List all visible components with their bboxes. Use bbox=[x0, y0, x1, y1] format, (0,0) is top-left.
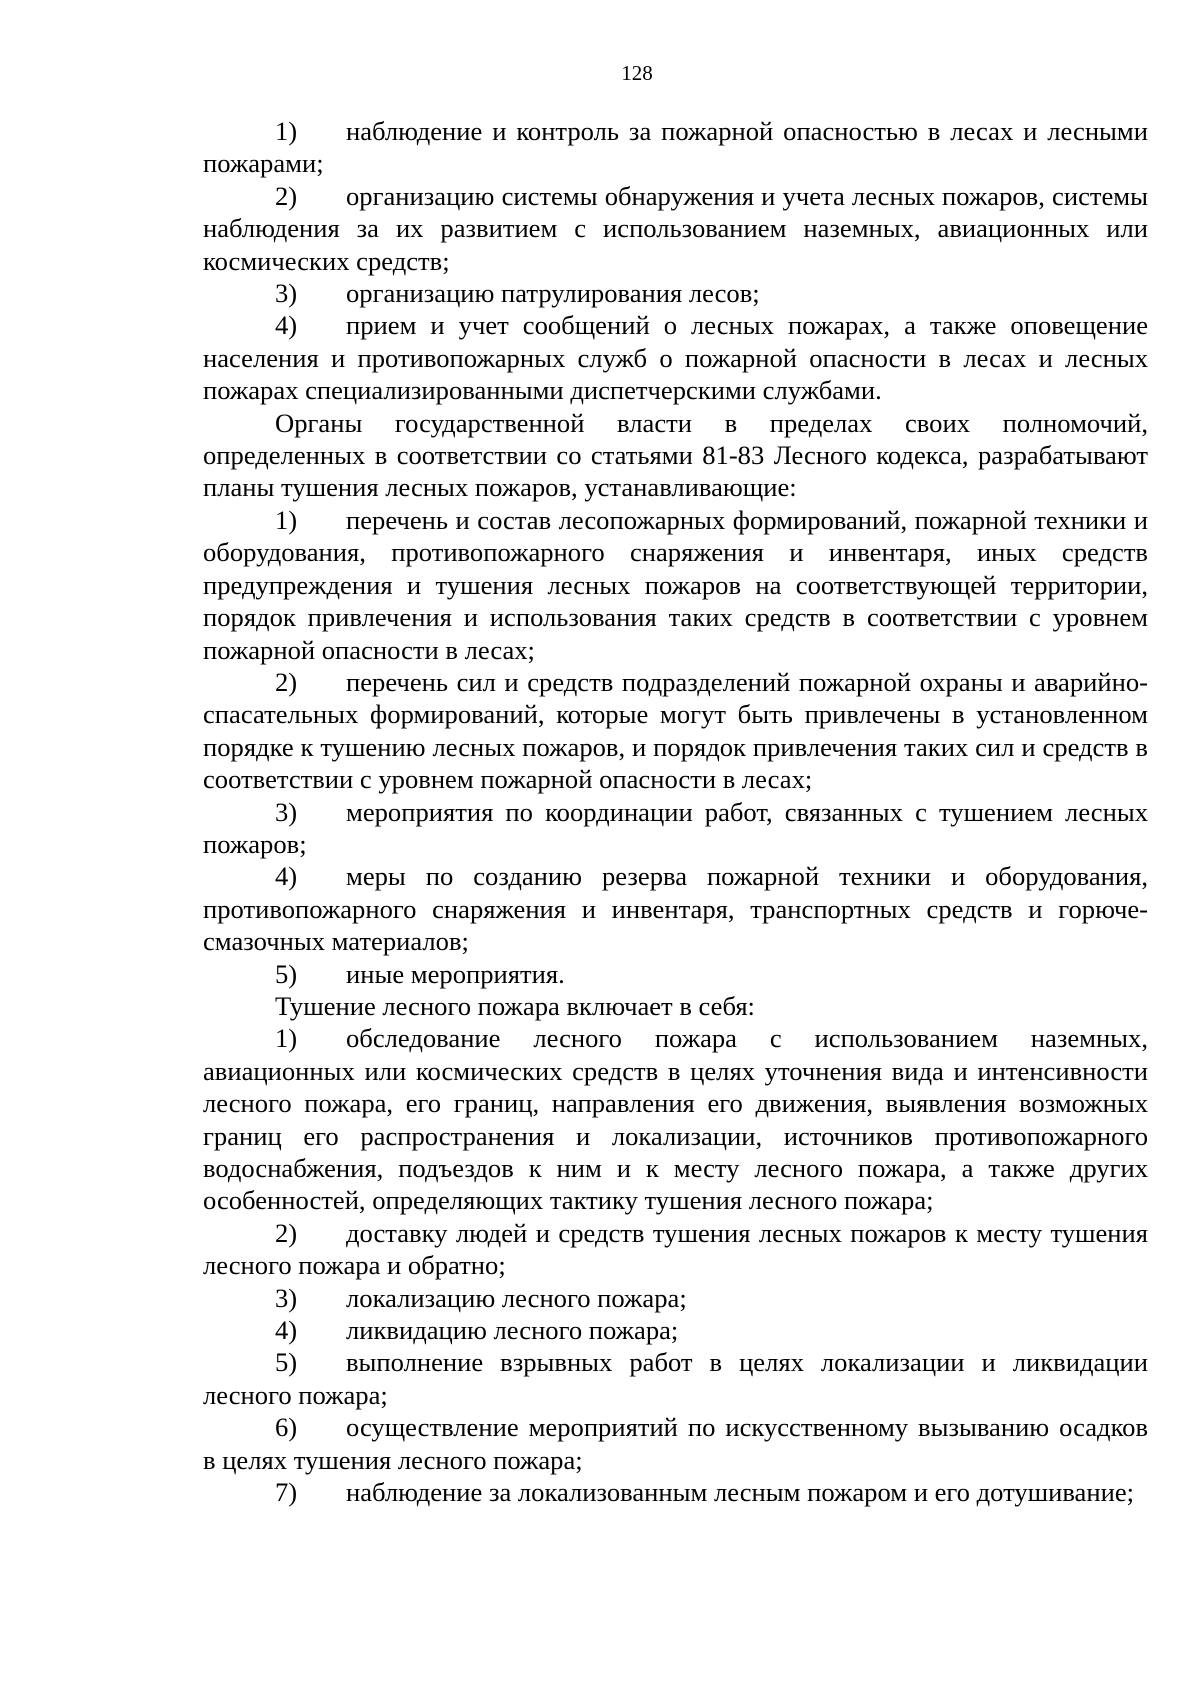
paragraph-text: иные мероприятия. bbox=[346, 958, 565, 989]
paragraph-text: наблюдение и контроль за пожарной опасностью в лесах и лесными пожарами; bbox=[203, 116, 1148, 179]
paragraph-text: организацию системы обнаружения и учета лесных пожаров, системы наблюдения за их развитием с использованием наземных, авиационных или космических средств; bbox=[203, 180, 1148, 276]
document-body bbox=[203, 115, 1148, 1508]
paragraph bbox=[203, 796, 1148, 861]
paragraph bbox=[203, 958, 1148, 990]
paragraph-text: доставку людей и средств тушения лесных пожаров к месту тушения лесного пожара и обратно; bbox=[203, 1217, 1148, 1281]
paragraph-text: организацию патрулирования лесов; bbox=[346, 278, 760, 309]
list-number: 4) bbox=[275, 1315, 298, 1346]
paragraph-text: перечень сил и средств подразделений пожарной охраны и аварийно-спасательных формирований, которые могут быть привлечены в установленном порядке к тушению лесных пожаров, и порядок привлечения таких сил и средств в соответствии с уровнем пожарной опасности в лесах; bbox=[203, 666, 1148, 795]
paragraph-text: Органы государственной власти в пределах своих полномочий, определенных в соответствии со статьями 81-83 Лесного кодекса, разрабатывают планы тушения лесных пожаров, устанавливающие: bbox=[203, 407, 1148, 503]
paragraph-text: выполнение взрывных работ в целях локализации и ликвидации лесного пожара; bbox=[203, 1347, 1148, 1410]
list-number: 5) bbox=[275, 958, 298, 989]
paragraph bbox=[203, 504, 1148, 666]
paragraph bbox=[203, 1314, 1148, 1346]
paragraph bbox=[203, 1282, 1148, 1314]
list-number: 4) bbox=[275, 861, 298, 892]
paragraph-text: обследование лесного пожара с использованием наземных, авиационных или космических средств в целях уточнения вида и интенсивности лесного пожара, его границ, направления его движения, выявления возможных границ его распространения и локализации, источников противопожарного водоснабжения, подъездов к ним и к месту лесного пожара, а также других особенностей, определяющих тактику тушения лесного пожара; bbox=[203, 1023, 1148, 1216]
page-number: 128 bbox=[621, 61, 653, 85]
list-number: 2) bbox=[275, 180, 298, 211]
paragraph bbox=[203, 115, 1148, 180]
list-number: 3) bbox=[275, 278, 298, 309]
list-number: 2) bbox=[275, 666, 298, 697]
paragraph bbox=[203, 1476, 1148, 1508]
paragraph bbox=[203, 309, 1148, 406]
list-number: 5) bbox=[275, 1347, 298, 1378]
paragraph-text: Тушение лесного пожара включает в себя: bbox=[275, 990, 755, 1021]
paragraph-text: перечень и состав лесопожарных формирований, пожарной техники и оборудования, противопожарного снаряжения и инвентаря, иных средств предупреждения и тушения лесных пожаров на соответствующей территории, порядок привлечения и использования таких средств в соответствии с уровнем пожарной опасности в лесах; bbox=[203, 504, 1148, 665]
list-number: 3) bbox=[275, 796, 298, 827]
list-number: 2) bbox=[275, 1217, 298, 1248]
list-number: 1) bbox=[275, 116, 298, 146]
list-number: 3) bbox=[275, 1282, 298, 1313]
list-number: 1) bbox=[275, 1023, 298, 1054]
paragraph-text: осуществление мероприятий по искусственному вызыванию осадков в целях тушения лесного пожара; bbox=[203, 1412, 1148, 1475]
paragraph-text: прием и учет сообщений о лесных пожарах, а также оповещение населения и противопожарных служб о пожарной опасности в лесах и лесных пожарах специализированными диспетчерскими службами. bbox=[203, 310, 1148, 406]
list-number: 7) bbox=[275, 1477, 298, 1508]
paragraph bbox=[203, 1022, 1148, 1216]
list-number: 1) bbox=[275, 504, 298, 535]
paragraph-text: меры по созданию резерва пожарной техники и оборудования, противопожарного снаряжения и инвентаря, транспортных средств и горюче-смазочных материалов; bbox=[203, 861, 1148, 957]
paragraph bbox=[203, 1411, 1148, 1476]
paragraph bbox=[203, 277, 1148, 309]
paragraph bbox=[203, 1346, 1148, 1411]
paragraph bbox=[203, 860, 1148, 957]
paragraph bbox=[203, 180, 1148, 277]
paragraph-text: наблюдение за локализованным лесным пожаром и его дотушивание; bbox=[346, 1477, 1135, 1508]
paragraph-text: ликвидацию лесного пожара; bbox=[346, 1315, 679, 1346]
paragraph-text: мероприятия по координации работ, связанных с тушением лесных пожаров; bbox=[203, 796, 1148, 859]
paragraph bbox=[203, 666, 1148, 796]
list-number: 4) bbox=[275, 310, 298, 341]
list-number: 6) bbox=[275, 1412, 298, 1443]
paragraph-text: локализацию лесного пожара; bbox=[346, 1282, 687, 1313]
paragraph bbox=[203, 990, 1148, 1022]
paragraph bbox=[203, 1217, 1148, 1282]
paragraph bbox=[203, 407, 1148, 504]
